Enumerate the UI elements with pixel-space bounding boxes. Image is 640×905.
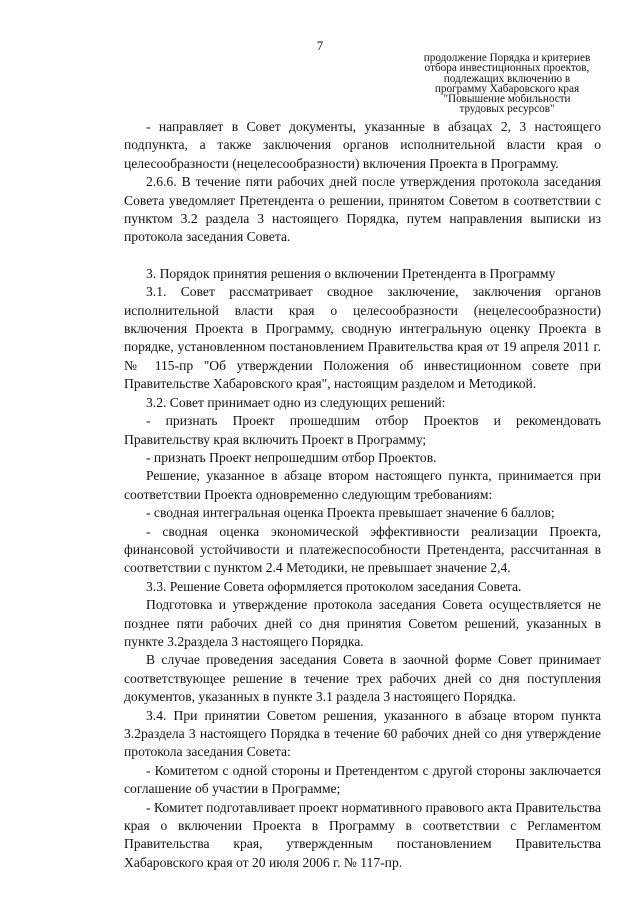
paragraph: - Комитетом с одной стороны и Претендентом с другой стороны заключается соглашение об участии в Программе; — [124, 762, 601, 797]
paragraph: - сводная оценка экономической эффективности реализации Проекта, финансовой устойчивости и платежеспособности Претендента, рассчитанная в соответствии с пунктом 2.4 Методики, не превышает значение 2,4. — [124, 523, 601, 576]
running-header-line: трудовых ресурсов" — [459, 103, 555, 116]
paragraph: 3.4. При принятии Советом решения, указанного в абзаце втором пункта 3.2раздела 3 настоящего Порядка в течение 60 рабочих дней со дня утверждение протокола заседания Совета: — [124, 707, 601, 760]
paragraph: 3.2. Совет принимает одно из следующих решений: — [146, 394, 446, 410]
page-number: 7 — [316, 38, 324, 53]
running-header-line: подлежащих включению в — [443, 72, 571, 85]
running-header — [398, 53, 616, 115]
running-header-line: "Повышение мобильности — [443, 93, 571, 106]
paragraph: - признать Проект прошедшим отбор Проектов и рекомендовать Правительству края включить Проект в Программу; — [124, 413, 601, 447]
paragraph: - признать Проект непрошедшим отбор Проектов. — [146, 449, 437, 465]
paragraph: В случае проведения заседания Совета в заочной форме Совет принимает соответствующее решение в течение трех рабочих дней со дня поступления документов, указанных в пункте 3.1 раздела 3 настоящего Порядка. — [124, 652, 601, 705]
paragraph: Решение, указанное в абзаце втором настоящего пункта, принимается при соответствии Проекта одновременно следующим требованиям: — [124, 468, 601, 502]
paragraph: 3.1. Совет рассматривает сводное заключение, заключения органов исполнительной власти края о целесообразности (нецелесообразности) включения Проекта в Программу, сводную интегральную оценку Проекта в порядке, установленном постановлением Правительства края от 19 апреля 2011 г. № 115-пр "Об утверждении Положения об инвестиционном совете при Правительстве Хабаровского края", настоящим разделом и Методикой. — [124, 284, 601, 392]
running-header-line: продолжение Порядка и критериев — [423, 52, 591, 64]
running-header-line: программу Хабаровского края — [434, 82, 580, 95]
document-body — [124, 118, 601, 872]
paragraph: - сводная интегральная оценка Проекта превышает значение 6 баллов; — [146, 505, 555, 521]
running-header-line: отбора инвестиционных проектов, — [424, 62, 590, 75]
paragraph: - направляет в Совет документы, указанные в абзацах 2, 3 настоящего подпункта, а также заключения органов исполнительной власти края о целесообразности (нецелесообразности) включения Проекта в Программу. — [124, 119, 601, 171]
paragraph: Подготовка и утверждение протокола заседания Совета осуществляется не позднее пяти рабочих дней со дня принятия Советом решений, указанных в пункте 3.2раздела 3 настоящего Порядка. — [124, 597, 601, 649]
paragraph: 3.3. Решение Совета оформляется протоколом заседания Совета. — [146, 578, 522, 594]
paragraph: 2.6.6. В течение пяти рабочих дней после утверждения протокола заседания Совета уведомляет Претендента о решении, принятом Советом в соответствии с пунктом 3.2 раздела 3 настоящего Порядка, путем направления выписки из протокола заседания Совета. — [124, 174, 601, 245]
paragraph: - Комитет подготавливает проект нормативного правового акта Правительства края о включении Проекта в Программу в соответствии с Регламентом Правительства края, утвержденным постановлением Правительства Хабаровского края от 20 июля 2006 г. № 117-пр. — [124, 799, 601, 870]
section-heading: 3. Порядок принятия решения о включении Претендента в Программу — [146, 265, 556, 281]
